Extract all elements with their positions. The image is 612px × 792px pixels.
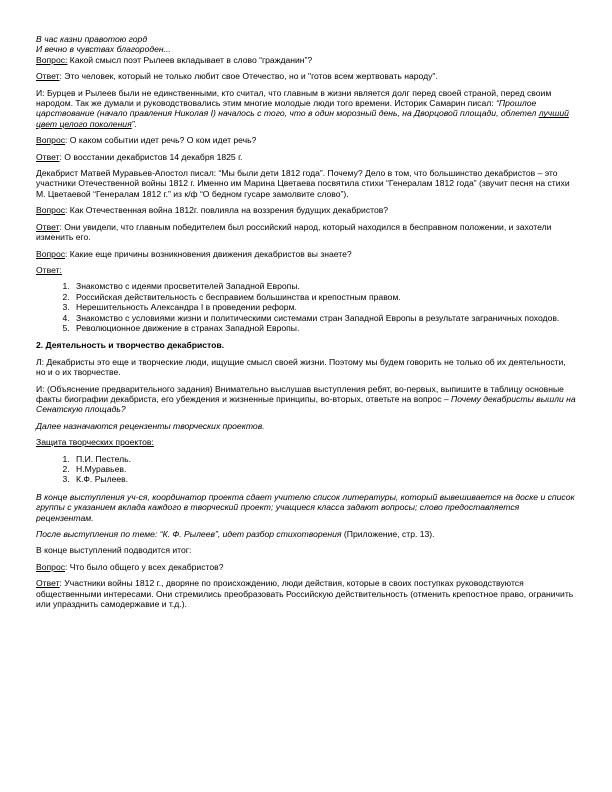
answer-label: Ответ: [36, 578, 60, 589]
question-text: : Какие еще причины возникновения движения декабристов вы знаете?: [65, 248, 352, 259]
list-item: 1. Знакомство с идеями просветителей Западной Европы.: [72, 281, 576, 291]
answer-label: Ответ: [36, 151, 60, 162]
question-text: : О каком событии идет речь? О ком идет речь?: [65, 135, 257, 146]
paragraph-reviewers: Далее назначаются рецензенты творческих проектов.: [36, 420, 265, 431]
paragraph-text: И: (Объяснение предварительного задания) Внимательно выслушав выступления ребят, во-первых, выпишите в таблицу основные факты биографии декабриста, его убеждения и жизненные принципы, во-вторых, ответьте на вопрос –: [36, 383, 564, 404]
samarin-quote-end: ”.: [131, 118, 137, 129]
answer-text: : О восстании декабристов 14 декабря 1825 г.: [59, 151, 243, 162]
question-text: : Как Отечественная война 1812г. повлияла на воззрения будущих декабристов?: [65, 205, 389, 216]
list-item: 2. Н.Муравьев.: [72, 464, 576, 474]
list-item: 3. Нерешительность Александра I в проведении реформ.: [72, 302, 576, 312]
question-citizen: [36, 55, 576, 65]
appendix-ref: (Приложение, стр. 13).: [341, 529, 435, 540]
samarin-quote: “Прошлое царствование (начало правления Николая I) началось с того, что в один морозный день, на Дворцовой площади, облетел: [36, 98, 539, 119]
paragraph-muraviev: Декабрист Матвей Муравьев-Апостол писал: “Мы были дети 1812 года”. Почему? Дело в том, что большинство декабристов – это участники Отечественной войны 1812 г. Именно им Марина Цветаева посвятила стихи “Генералам 1812 года” (звучит песня на стихи М. Цветаевой “Генералам 1812 г.” из к/ф “О бедном гусаре замолвите слово”).: [36, 168, 570, 199]
list-item: 4. Знакомство с условиями жизни и политическими системами стран Западной Европы в результате заграничных походов.: [72, 313, 576, 323]
answer-label: Ответ: [36, 71, 60, 82]
list-item: 1. П.И. Пестель.: [72, 454, 576, 464]
paragraph-presentation-end: В конце выступления уч-ся, координатор проекта сдает учителю список литературы, который вывешивается на доске и список группы с указанием вклада каждого в творческий проект; учащиеся класса задают вопросы; слово предоставляется рецензентам.: [36, 491, 575, 523]
section-heading: 2. Деятельность и творчество декабристов.: [36, 340, 225, 351]
projects-heading: Защита творческих проектов:: [36, 437, 154, 448]
paragraph-after-ryleev: [36, 529, 576, 539]
samarin-quote-underlined: лучший цвет целого поколения: [36, 108, 569, 129]
question-label: Вопрос: [36, 135, 66, 146]
question-text: Какой смысл поэт Рылеев вкладывает в слово “гражданин”?: [67, 54, 313, 65]
answer-war-influence: [36, 222, 576, 243]
question-common: [36, 562, 576, 572]
question-label: Вопрос:: [36, 54, 68, 65]
paragraph-italic: После выступления по теме: “К. Ф. Рылеев”, идет разбор стихотворения: [36, 529, 342, 540]
answer-label: Ответ: [36, 221, 60, 232]
document-page: [36, 34, 576, 615]
list-item: 2. Российская действительность с бесправием большинства и крепостным правом.: [72, 292, 576, 302]
paragraph-burtsev: [36, 88, 576, 130]
question-label: Вопрос: [36, 248, 66, 259]
poem-line-1: В час казни правотою горд: [36, 34, 148, 44]
answer-text: : Они увидели, что главным победителем был российский народ, который находился в бесправном положении, и захотели изменить его.: [36, 221, 552, 243]
paragraph-l: Л: Декабристы это еще и творческие люди, ищущие смысл своей жизни. Поэтому мы будем говорить не только об их деятельности, но и о их творчестве.: [36, 356, 566, 378]
paragraph-summary: В конце выступлений подводится итог:: [36, 545, 192, 556]
list-item: 5. Революционное движение в странах Западной Европы.: [72, 323, 576, 333]
list-item: 3. К.Ф. Рылеев.: [72, 474, 576, 484]
answer-text: : Это человек, который не только любит свое Отечество, но и "готов всем жертвовать народу".: [59, 71, 438, 82]
question-label: Вопрос: [36, 205, 66, 216]
answer-event: [36, 152, 576, 162]
answer-causes-label: Ответ:: [36, 264, 62, 275]
answer-text: : Участники войны 1812 г., дворяне по происхождению, люди действия, которые в своих поступках руководствуются общественными интересами. Они стремились преобразовать Российскую действительность (отменить крепостное право, ограничить или упразднить самодержавие и т.д.).: [36, 578, 574, 610]
key-question: Почему декабристы вышли на Сенатскую площадь?: [36, 393, 576, 415]
answer-citizen: [36, 71, 576, 81]
projects-list: [36, 454, 576, 485]
question-causes: [36, 249, 576, 259]
question-text: : Что было общего у всех декабристов?: [65, 561, 224, 572]
paragraph-text: И: Бурцев и Рылеев были не единственными, кто считал, что главным в жизни является долг перед своей страной, перед своим народом. Так же думали и руководствовались этим многие молодые люди того времени. Историк Самарин писал:: [36, 87, 552, 109]
question-event: [36, 135, 576, 145]
answer-common: [36, 578, 576, 609]
paragraph-assignment: [36, 384, 576, 415]
poem-line-2: И вечно в чувствах благороден...: [36, 44, 171, 55]
question-label: Вопрос: [36, 561, 66, 572]
question-war-influence: [36, 205, 576, 215]
causes-list: [36, 281, 576, 333]
